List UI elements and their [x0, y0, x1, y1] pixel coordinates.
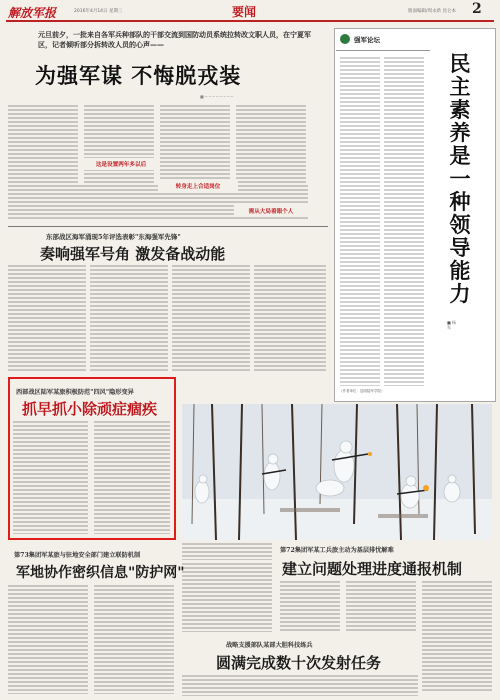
- lead-deck: 元旦前夕，一批来自各军兵种部队的干部交流到国防动员系统拉转改文职人员，在宁夏军区，记者倾听部分拆转改人员的心声——: [38, 30, 311, 49]
- masthead-logo: 解放军报: [8, 6, 57, 20]
- corps73-col-2: [94, 584, 174, 694]
- photo-illustration: [182, 404, 492, 540]
- soldiers-snow-photo: [182, 404, 492, 540]
- corps72-col-4: [422, 580, 492, 692]
- page-number: 2: [472, 1, 482, 17]
- corps72-kicker: 第72集团军某工兵旅主动为基层排忧解难: [280, 547, 394, 554]
- east-top-rule: [8, 226, 328, 227]
- corps73-col-1: [8, 584, 88, 694]
- feature-headline: 抓早抓小除顽症痼疾: [22, 400, 158, 418]
- masthead-rule: [6, 20, 494, 22]
- corps72-headline: 建立问题处理进度通报机制: [282, 560, 463, 578]
- corps72-col-2: [280, 580, 340, 632]
- strategic-kicker: 战略支援部队某部大胆科技练兵: [226, 642, 313, 649]
- corps73-kicker: 第73集团军某旅与驻地安全部门建立联防机制: [14, 552, 141, 559]
- section-title: 要闻: [232, 5, 257, 19]
- east-col-2: [90, 264, 168, 372]
- east-headline: 奏响强军号角 激发备战动能: [40, 245, 226, 263]
- lead-byline: ■ ─ ─ ─ ─ ─ ─ ─ ─: [200, 94, 234, 99]
- pullquote-2: 转身走上合适岗位: [158, 180, 238, 192]
- forum-col-2: [384, 56, 424, 386]
- forum-headline: 民主素养是一种领导能力: [449, 51, 471, 306]
- lead-headline: 为强军谋 不悔脱戎装: [35, 63, 242, 88]
- feature-col-2: [94, 420, 170, 534]
- forum-header-rule: [336, 50, 430, 51]
- forum-badge-icon: [340, 34, 350, 44]
- east-col-3: [172, 264, 250, 372]
- feature-kicker: 西部战区陆军某旅积极防范"四风"隐形变异: [16, 389, 134, 396]
- feature-col-1: [13, 420, 88, 534]
- corps72-col-1: [182, 562, 272, 632]
- photo-caption: [182, 542, 272, 560]
- strategic-headline: 圆满完成数十次发射任务: [216, 654, 382, 672]
- pullquote-3: 需从大局着眼个人: [234, 205, 308, 217]
- forum-header: 强军论坛: [354, 36, 380, 44]
- forum-footnote: （作者单位：昆明陆军学院）: [339, 389, 385, 393]
- east-col-4: [254, 264, 326, 372]
- pullquote-1: 这是设置两年多以后: [82, 158, 160, 170]
- corps73-headline: 军地协作密织信息"防护网": [16, 565, 185, 581]
- east-kicker: 东部战区海军涌现5年评选表彰"东海强军先锋": [46, 233, 181, 241]
- masthead-date: 2016年4月14日 星期三: [74, 9, 123, 14]
- corps72-col-3: [346, 580, 416, 632]
- masthead-editor: 版面编辑/周永新 昆仑本: [408, 9, 456, 14]
- forum-col-1: [340, 56, 380, 386]
- east-col-1: [8, 264, 86, 372]
- strategic-col: [182, 674, 418, 696]
- forum-byline: ■ 杨 军: [447, 320, 457, 330]
